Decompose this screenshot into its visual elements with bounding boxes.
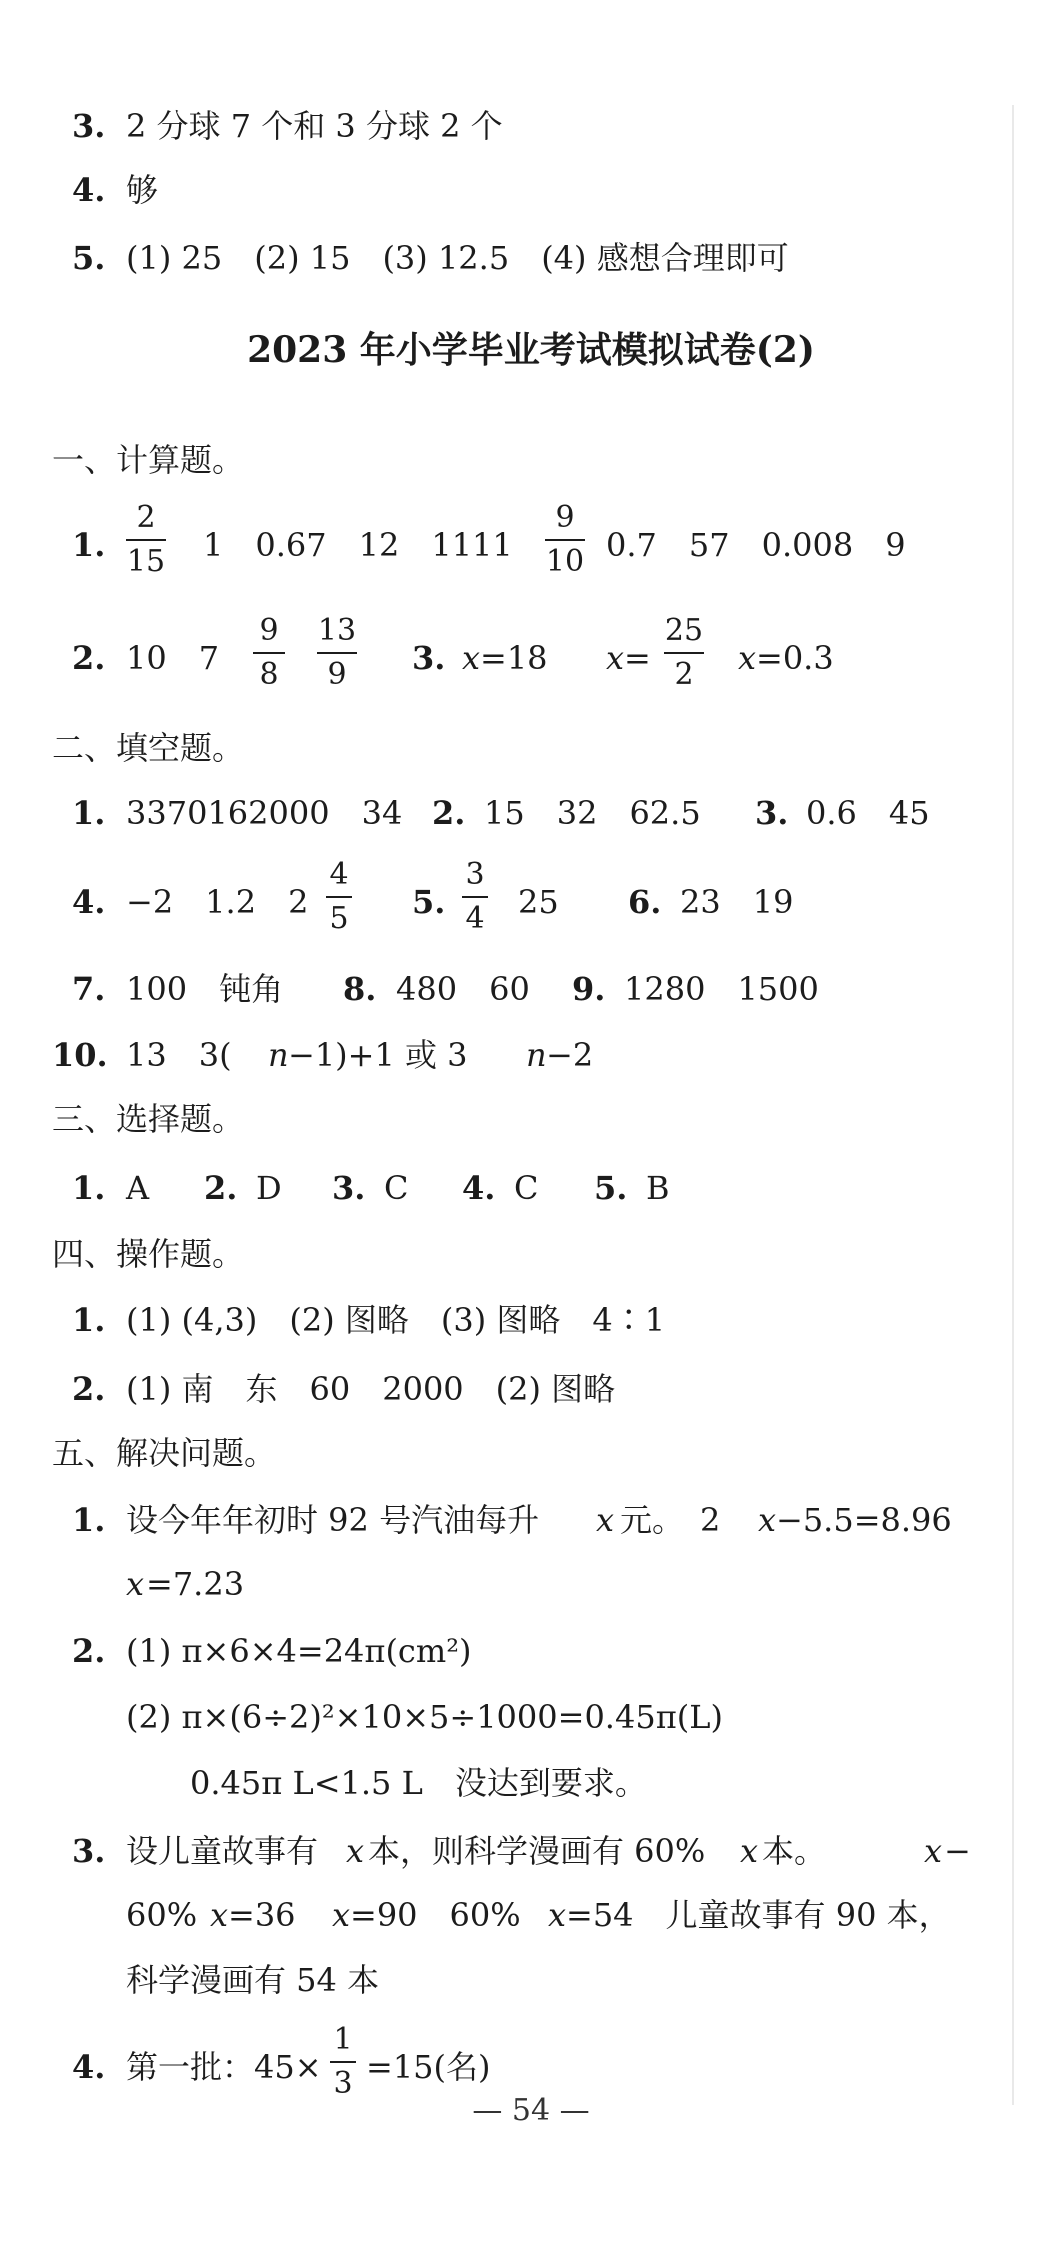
answer-text: −5.5=8.96: [776, 1501, 952, 1539]
item-number: 5.: [412, 883, 446, 921]
answer-text: =90 60%: [350, 1896, 521, 1934]
answer-text: 60%: [126, 1896, 198, 1934]
answer-text: 2 分球 7 个和 3 分球 2 个: [126, 107, 503, 145]
numerator: 4: [329, 857, 349, 892]
page-edge-shadow: [1012, 105, 1014, 2105]
page-number: — 54 —: [472, 2093, 590, 2128]
answer-text: 3370162000 34: [126, 794, 403, 832]
answer-text: −1)+1 或 3: [288, 1036, 468, 1074]
denominator: 5: [329, 901, 349, 936]
section-heading-text: 三、选择题。: [52, 1100, 245, 1138]
answer-text: 100 钝角: [126, 970, 284, 1008]
numerator: 13: [317, 613, 357, 648]
variable: x: [346, 1832, 365, 1870]
item-number: 6.: [628, 883, 662, 921]
fraction: [664, 612, 704, 694]
answer-text: =7.23: [146, 1565, 245, 1603]
item-number: 4.: [462, 1169, 496, 1207]
answer-text: (1) π×6×4=24π(cm²): [126, 1632, 472, 1670]
answer-text: 设今年年初时 92 号汽油每升: [126, 1501, 540, 1539]
item-number: 5.: [594, 1169, 628, 1207]
answer-text: (1) 25 (2) 15 (3) 12.5 (4) 感想合理即可: [126, 239, 789, 277]
answer-text: 13 3(: [126, 1036, 232, 1074]
item-number: 3.: [412, 639, 446, 677]
section-heading-text: 五、解决问题。: [52, 1434, 277, 1472]
answer-text: 科学漫画有 54 本: [126, 1961, 380, 1999]
answer-text: 0.6 45: [806, 794, 930, 832]
answer-text: 0.7 57 0.008 9: [606, 526, 906, 564]
section-heading-text: 四、操作题。: [52, 1235, 245, 1273]
answer-text: 设儿童故事有: [126, 1832, 319, 1870]
answer-text: =36: [228, 1896, 296, 1934]
item-number: 2.: [72, 639, 106, 677]
variable: x: [596, 1501, 615, 1539]
fraction: [317, 612, 357, 694]
answer-text: 10 7: [126, 639, 220, 677]
item-number: 3.: [332, 1169, 366, 1207]
numerator: 9: [555, 500, 575, 535]
numerator: 3: [465, 857, 485, 892]
choice-answer: C: [384, 1169, 409, 1207]
variable: x: [740, 1832, 759, 1870]
item-number: 4.: [72, 883, 106, 921]
variable: x: [548, 1896, 567, 1934]
fraction-bar: [326, 896, 352, 898]
choice-answer: C: [514, 1169, 539, 1207]
denominator: 3: [333, 2066, 353, 2101]
answer-text: −2 1.2 2: [126, 883, 309, 921]
variable: x: [126, 1565, 145, 1603]
fraction: [326, 856, 352, 938]
section-heading-text: 二、填空题。: [52, 729, 245, 767]
fraction: [126, 499, 166, 581]
variable: x: [924, 1832, 943, 1870]
numerator: 1: [333, 2022, 353, 2057]
item-number: 10.: [52, 1036, 108, 1074]
variable: x: [332, 1896, 351, 1934]
fraction-bar: [253, 652, 285, 654]
numerator: 9: [259, 613, 279, 648]
fraction-bar: [317, 652, 357, 654]
answer-text: 0.45π L<1.5 L 没达到要求。: [190, 1764, 647, 1802]
denominator: 4: [465, 901, 485, 936]
item-number: 8.: [343, 970, 377, 1008]
item-number: 1.: [72, 1501, 106, 1539]
answer-text: 15 32 62.5: [484, 794, 701, 832]
numerator: 25: [664, 613, 704, 648]
item-number: 1.: [72, 1169, 106, 1207]
variable: x: [210, 1896, 229, 1934]
item-number: 7.: [72, 970, 106, 1008]
answer-text: (2) π×(6÷2)²×10×5÷1000=0.45π(L): [126, 1698, 723, 1736]
variable: n: [268, 1036, 289, 1074]
variable: x: [462, 639, 481, 677]
answer-text: 够: [126, 171, 159, 209]
answer-text: 第一批：45×: [126, 2048, 322, 2086]
variable: x: [738, 639, 757, 677]
fraction-bar: [126, 539, 166, 541]
variable: x: [758, 1501, 777, 1539]
item-number: 2.: [72, 1632, 106, 1670]
denominator: 15: [126, 544, 166, 579]
variable: x: [606, 639, 625, 677]
item-number: 1.: [72, 794, 106, 832]
fraction-bar: [462, 896, 488, 898]
answer-text: −2: [546, 1036, 594, 1074]
choice-answer: B: [646, 1169, 670, 1207]
answer-text: 本，则科学漫画有 60%: [368, 1832, 706, 1870]
choice-answer: A: [126, 1169, 150, 1207]
item-number: 3.: [72, 1832, 106, 1870]
fraction-bar: [664, 652, 704, 654]
section-heading-text: 一、计算题。: [52, 441, 245, 479]
answer-text: =0.3: [756, 639, 834, 677]
answer-text: =18: [480, 639, 548, 677]
item-number: 3.: [755, 794, 789, 832]
fraction-bar: [330, 2061, 356, 2063]
answer-text: =15(名): [366, 2048, 491, 2086]
fraction: [545, 499, 585, 581]
answer-text: 1280 1500: [624, 970, 819, 1008]
exam-title: 2023 年小学毕业考试模拟试卷(2): [247, 329, 815, 371]
answer-text: (1) (4,3) (2) 图略 (3) 图略 4∶1: [126, 1301, 666, 1339]
item-number: 2.: [432, 794, 466, 832]
answer-text: =54 儿童故事有 90 本，: [566, 1896, 951, 1934]
answer-text: 元。 2: [620, 1501, 721, 1539]
item-number: 4.: [72, 2048, 106, 2086]
denominator: 8: [259, 657, 279, 692]
item-number: 5.: [72, 239, 106, 277]
item-number: 3.: [72, 107, 106, 145]
item-number: 2.: [72, 1370, 106, 1408]
item-number: 1.: [72, 526, 106, 564]
denominator: 10: [545, 544, 585, 579]
answer-text: 本。: [762, 1832, 827, 1870]
item-number: 2.: [204, 1169, 238, 1207]
denominator: 2: [674, 657, 694, 692]
answer-text: 480 60: [396, 970, 530, 1008]
answer-text: 25: [518, 883, 559, 921]
item-number: 1.: [72, 1301, 106, 1339]
fraction: [253, 612, 285, 694]
fraction-bar: [545, 539, 585, 541]
choice-answer: D: [256, 1169, 282, 1207]
answer-text: 1 0.67 12 1111: [203, 526, 513, 564]
fraction: [330, 2021, 356, 2103]
answer-text: −: [944, 1832, 971, 1870]
fraction: [462, 856, 488, 938]
numerator: 2: [136, 500, 156, 535]
answer-text: =: [624, 639, 651, 677]
answer-text: 23 19: [680, 883, 794, 921]
item-number: 9.: [572, 970, 606, 1008]
answer-text: (1) 南 东 60 2000 (2) 图略: [126, 1370, 616, 1408]
item-number: 4.: [72, 171, 106, 209]
denominator: 9: [327, 657, 347, 692]
variable: n: [526, 1036, 547, 1074]
